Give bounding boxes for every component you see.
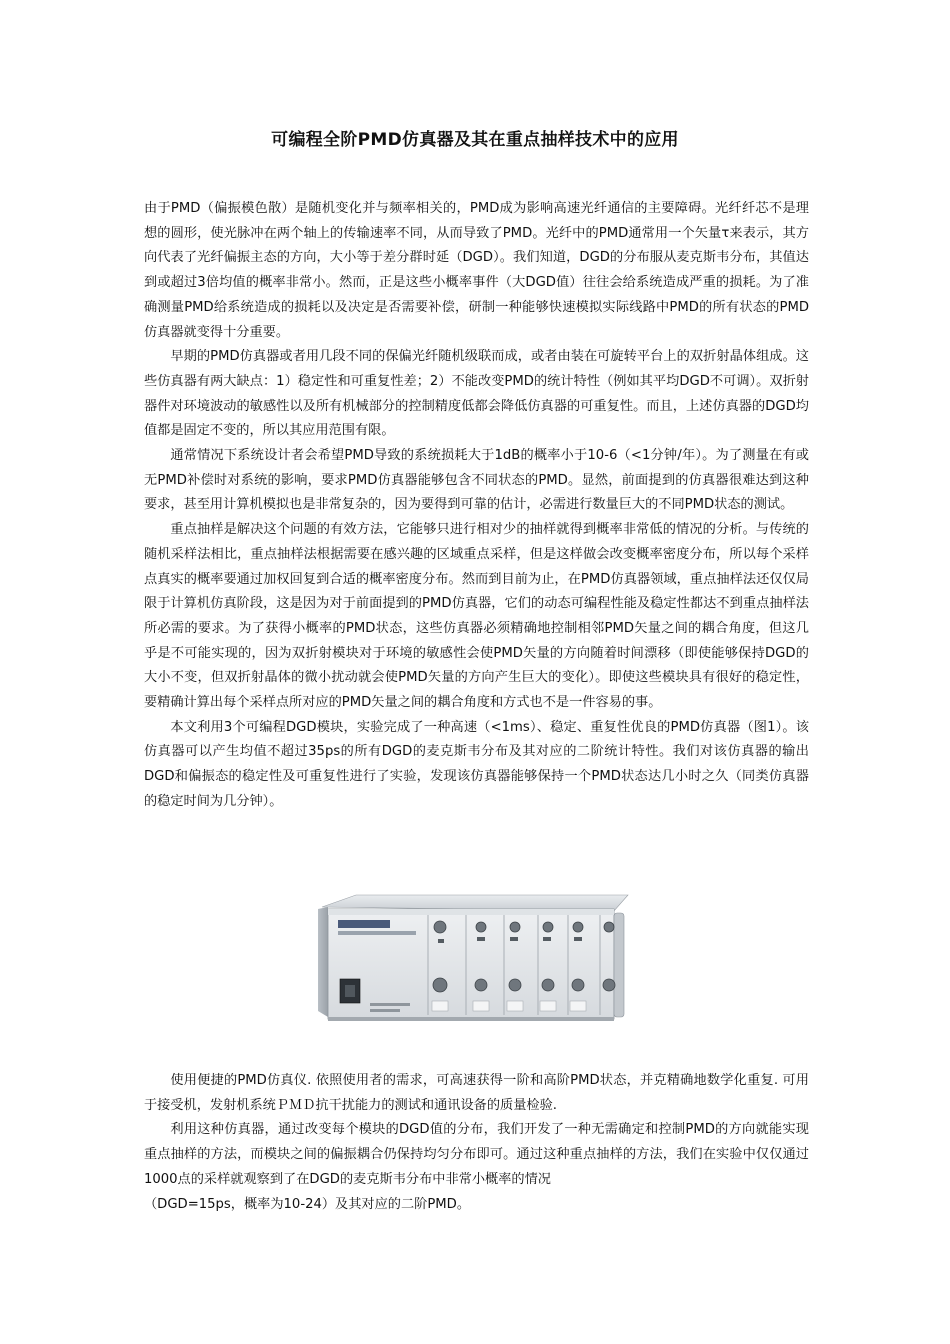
paragraph-8: （DGD=15ps，概率为10-24）及其对应的二阶PMD。 [144,1196,471,1212]
paragraph-1: 由于PMD（偏振模色散）是随机变化并与频率相关的，PMD成为影响高速光纤通信的主要障碍。光纤纤芯不是理想的圆形，使光脉冲在两个轴上的传输速率不同，从而导致了PMD。光纤中的PMD通常用一个矢量τ来表示，其方向代表了光纤偏振主态的方向，大小等于差分群时延（DGD）。我们知道，DGD的分布服从麦克斯韦分布，其值达到或超过3倍均值的概率非常小。然而，正是这些小概率事件（大DGD值）往往会给系统造成严重的损耗。为了准确测量PMD给系统造成的损耗以及决定是否需要补偿，研制一种能够快速模拟实际线路中PMD的所有状态的PMD仿真器就变得十分重要。 [144,201,809,340]
paragraph-7: 利用这种仿真器，通过改变每个模块的DGD值的分布，我们开发了一种无需确定和控制PMD的方向就能实现重点抽样的方法，而模块之间的偏振耦合仍保持均匀分布即可。通过这种重点抽样的方法，我们在实验中仅仅通过1000点的采样就观察到了在DGD的麦克斯韦分布中非常小概率的情况 [144,1122,809,1187]
body-section-1 [144,197,809,815]
paragraph-5: 本文利用3个可编程DGD模块，实验完成了一种高速（<1ms）、稳定、重复性优良的PMD仿真器（图1）。该仿真器可以产生均值不超过35ps的所有DGD的麦克斯韦分布及其对应的二阶统计特性。我们对该仿真器的输出DGD和偏振态的稳定性及可重复性进行了实验，发现该仿真器能够保持一个PMD状态达几小时之久（同类仿真器的稳定时间为几分钟）。 [144,719,809,809]
body-section-2 [144,1069,809,1217]
paragraph-4: 重点抽样是解决这个问题的有效方法，它能够只进行相对少的抽样就得到概率非常低的情况的分析。与传统的随机采样法相比，重点抽样法根据需要在感兴趣的区域重点采样，但是这样做会改变概率密度分布，所以每个采样点真实的概率要通过加权回复到合适的概率密度分布。然而到目前为止，在PMD仿真器领域，重点抽样法还仅仅局限于计算机仿真阶段，这是因为对于前面提到的PMD仿真器，它们的动态可编程性能及稳定性都达不到重点抽样法所必需的要求。为了获得小概率的PMD状态，这些仿真器必须精确地控制相邻PMD矢量之间的耦合角度，但这几乎是不可能实现的，因为双折射模块对于环境的敏感性会使PMD矢量的方向随着时间漂移（即使能够保持DGD的大小不变，但双折射晶体的微小扰动就会使PMD矢量的方向产生巨大的变化）。即使这些模块具有很好的稳定性，要精确计算出每个采样点所对应的PMD矢量之间的耦合角度和方式也不是一件容易的事。 [144,522,809,711]
document-title: 可编程全阶PMD仿真器及其在重点抽样技术中的应用 [271,130,679,150]
paragraph-6: 使用便捷的PMD仿真仪. 依照使用者的需求，可高速获得一阶和高阶PMD状态，并克精确地数学化重复. 可用于接受机，发射机系统ＰＭＤ抗干扰能力的测试和通讯设备的质量检验. [144,1073,809,1113]
paragraph-3: 通常情况下系统设计者会希望PMD导致的系统损耗大于1dB的概率小于10-6（<1分钟/年）。为了测量在有或无PMD补偿时对系统的影响，要求PMD仿真器能够包含不同状态的PMD。显然，前面提到的仿真器很难达到这种要求，甚至用计算机模拟也是非常复杂的，因为要得到可靠的估计，必需进行数量巨大的不同PMD状态的测试。 [144,448,809,513]
paragraph-2: 早期的PMD仿真器或者用几段不同的保偏光纤随机级联而成，或者由装在可旋转平台上的双折射晶体组成。这些仿真器有两大缺点：1）稳定性和可重复性差；2）不能改变PMD的统计特性（例如其平均DGD不可调）。双折射器件对环境波动的敏感性以及所有机械部分的控制精度低都会降低仿真器的可重复性。而且，上述仿真器的DGD均值都是固定不变的，所以其应用范围有限。 [144,349,809,439]
pmd-emulator-photo [316,893,634,1025]
